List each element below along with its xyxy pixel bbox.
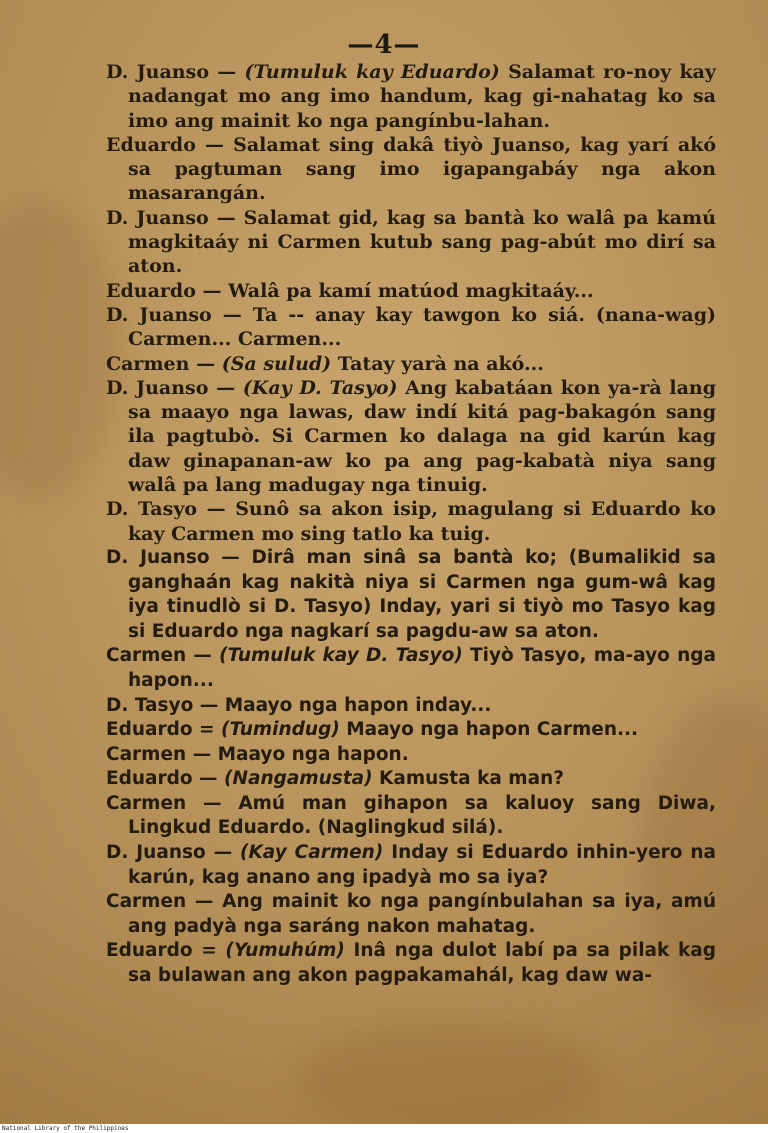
- speaker-name: D. Juanso —: [106, 546, 240, 568]
- speaker-name: Carmen —: [106, 352, 216, 375]
- line-text: Tatay yarà na akó...: [337, 352, 544, 375]
- speaker-name: D. Tasyo —: [106, 498, 226, 521]
- line-text: Inâ nga dulot labí pa sa pilak kag sa bulawan ang akon pagpakamahál, kag daw wa-: [128, 940, 716, 987]
- line-text: Tiyò Tasyo, ma-ayo nga hapon...: [128, 645, 716, 691]
- line-text: Ang kabatáan kon ya-rà lang sa maayo nga lawas, daw indí kitá pag-bakagón sang ila pagtubò. Si Carmen ko dalaga na gid karún kag daw ginapanan-aw ko pa ang pag-kabatà niya sang walâ pa lang madugay nga tinuig.: [128, 376, 716, 497]
- line-text: Maayo nga hapon Carmen...: [346, 719, 639, 741]
- line-text: Salamat gid, kag sa bantà ko walâ pa kamú magkitaáy ni Carmen kutub sang pag-abút mo dirí sa aton.: [128, 206, 716, 278]
- speaker-name: Eduardo —: [106, 279, 222, 302]
- stage-direction: (Tumuluk kay Eduardo): [244, 61, 500, 83]
- dialogue-body: [106, 60, 716, 989]
- dialogue-line: [106, 644, 716, 693]
- dialogue-line: [106, 206, 716, 279]
- line-text: Maayo nga hapon.: [217, 743, 409, 765]
- line-text: Walâ pa kamí matúod magkitaáy...: [228, 279, 594, 302]
- line-text: Maayo nga hapon inday...: [224, 694, 492, 716]
- speaker-name: Eduardo =: [106, 940, 217, 962]
- speaker-name: D. Juanso —: [106, 206, 236, 229]
- dialogue-line: [106, 133, 716, 206]
- stage-direction: (Yumuhúm): [225, 940, 345, 962]
- speaker-name: Eduardo —: [106, 768, 218, 790]
- line-text: Dirâ man sinâ sa bantà ko; (Bumalikid sa ganghaán kag nakità niya si Carmen nga gum-wâ kag iya tinudlò si D. Tasyo) Inday, yari si tiyò mo Tasyo kag si Eduardo nga nagkarí sa pagdu-aw sa aton.: [128, 546, 716, 642]
- line-text: Ta -- anay kay tawgon ko siá. (nana-wag) Carmen... Carmen...: [128, 303, 716, 351]
- dialogue-line: [106, 792, 716, 841]
- speaker-name: D. Tasyo —: [106, 694, 219, 716]
- speaker-name: Eduardo =: [106, 719, 215, 741]
- dialogue-line: [106, 767, 716, 792]
- dialogue-line: [106, 694, 716, 719]
- library-credit: National Library of the Philippines: [2, 1125, 129, 1132]
- speaker-name: D. Juanso —: [106, 376, 236, 399]
- stage-direction: (Sa sulud): [221, 352, 332, 375]
- dialogue-line: [106, 279, 716, 303]
- dialogue-line: [106, 743, 716, 768]
- line-text: Kamusta ka man?: [379, 768, 564, 790]
- dialogue-line: [106, 546, 716, 644]
- stage-direction: (Nangamusta): [224, 768, 373, 790]
- stage-direction: (Kay D. Tasyo): [242, 376, 398, 399]
- line-text: Sunô sa akon isip, magulang si Eduardo ko kay Carmen mo sing tatlo ka tuig.: [128, 498, 716, 545]
- line-text: Salamat sing dakâ tiyò Juanso, kag yarí akó sa pagtuman sang imo igapangabáy nga akon masarangán.: [128, 133, 716, 205]
- line-text: Ang mainit ko nga pangínbulahan sa iya, amú ang padyà nga saráng nakon mahatag.: [128, 891, 716, 937]
- stage-direction: (Tumindug): [221, 719, 340, 741]
- line-text: Inday si Eduardo inhin-yero na karún, kag anano ang ipadyà mo sa iya?: [128, 842, 716, 888]
- dialogue-line: [106, 939, 716, 988]
- dialogue-line: [106, 718, 716, 743]
- speaker-name: Carmen —: [106, 645, 212, 667]
- dialogue-line: [106, 890, 716, 939]
- dialogue-line: [106, 376, 716, 497]
- speaker-name: D. Juanso —: [106, 842, 233, 864]
- speaker-name: D. Juanso —: [106, 61, 237, 83]
- dialogue-line: [106, 60, 716, 133]
- stain: [0, 200, 120, 500]
- speaker-name: D. Juanso —: [106, 303, 242, 326]
- speaker-name: Carmen —: [106, 743, 212, 765]
- stage-direction: (Kay Carmen): [240, 842, 384, 864]
- speaker-name: Eduardo —: [106, 133, 224, 156]
- stage-direction: (Tumuluk kay D. Tasyo): [219, 645, 463, 667]
- line-text: Amú man gihapon sa kaluoy sang Diwa, Lingkud Eduardo. (Naglingkud silá).: [128, 792, 716, 839]
- dialogue-line: [106, 497, 716, 546]
- dialogue-line: [106, 303, 716, 352]
- speaker-name: Carmen —: [106, 891, 214, 913]
- line-text: Salamat ro-noy kay nadangat mo ang imo handum, kag gi-nahatag ko sa imo ang mainit ko nga pangínbu-lahan.: [128, 61, 716, 132]
- speaker-name: Carmen —: [106, 792, 222, 814]
- page-number: —4—: [347, 30, 421, 60]
- dialogue-line: [106, 841, 716, 890]
- stain: [300, 1020, 600, 1124]
- dialogue-line: [106, 352, 716, 376]
